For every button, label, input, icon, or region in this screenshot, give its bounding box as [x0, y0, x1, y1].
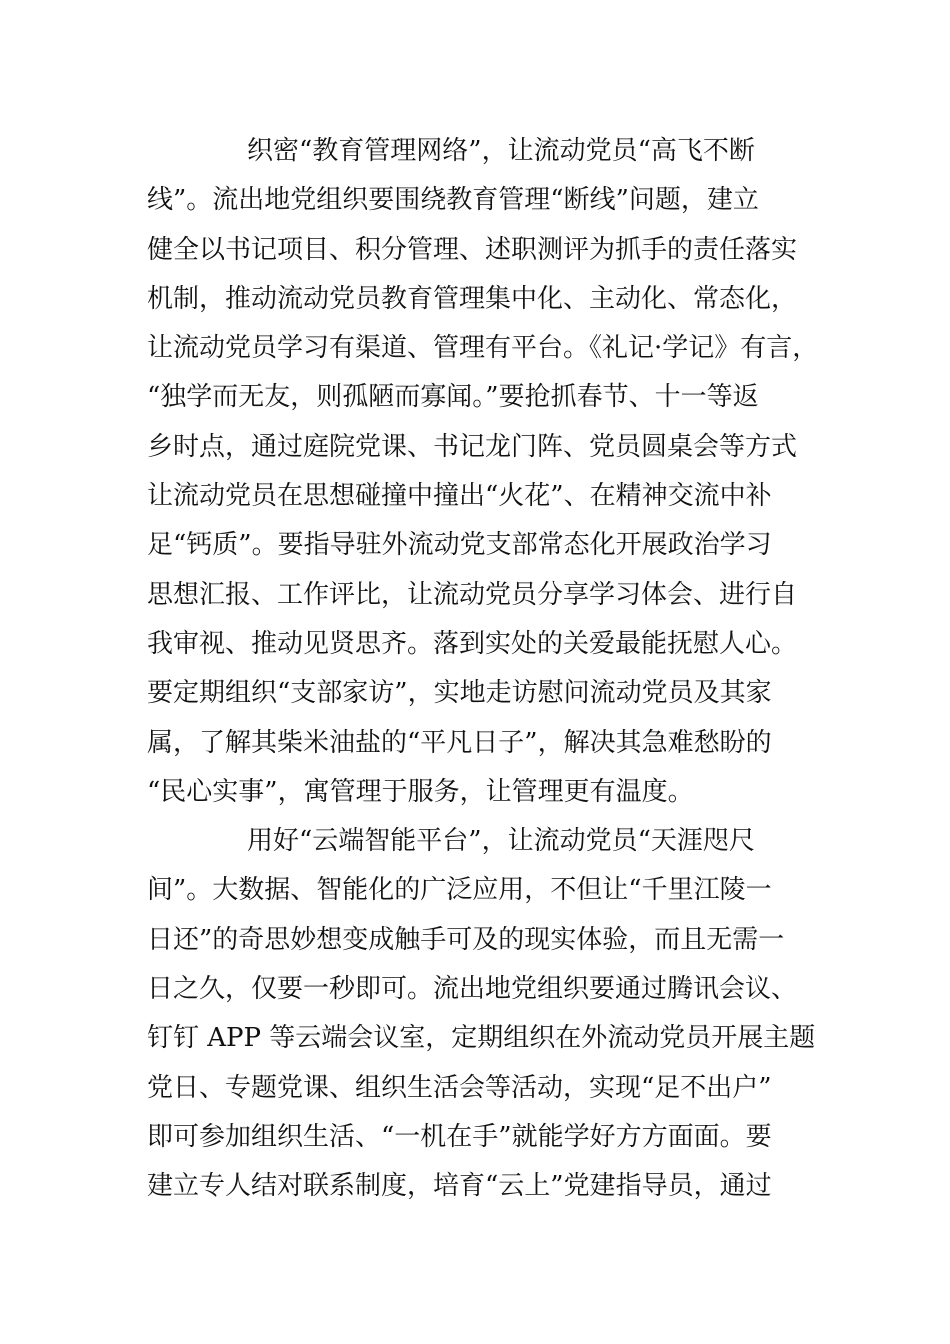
text-line: 要定期组织“支部家访”，实地走访慰问流动党员及其家: [147, 678, 772, 709]
text-line: 日还”的奇思妙想变成触手可及的现实体验，而且无需一: [147, 924, 785, 955]
paragraph-1: [147, 127, 837, 817]
text-line: 乡时点，通过庭院党课、书记龙门阵、党员圆桌会等方式: [147, 431, 798, 462]
text-line: 即可参加组织生活、“一机在手”就能学好方方面面。要: [147, 1121, 772, 1152]
text-line: 思想汇报、工作评比，让流动党员分享学习体会、进行自: [147, 579, 798, 610]
text-line: 用好“云端智能平台”，让流动党员“天涯咫尺: [247, 826, 755, 857]
text-line: 线”。流出地党组织要围绕教育管理“断线”问题，建立: [147, 185, 759, 216]
text-line: 让流动党员学习有渠道、管理有平台。《礼记·学记》有言，: [147, 333, 819, 364]
text-line: “民心实事”，寓管理于服务，让管理更有温度。: [147, 776, 694, 807]
text-line: “独学而无友，则孤陋而寡闻。”要抢抓春节、十一等返: [147, 382, 759, 413]
text-line: 钉钉 APP 等云端会议室，定期组织在外流动党员开展主题: [147, 1023, 816, 1054]
text-line: 党日、专题党课、组织生活会等活动，实现“足不出户”: [147, 1072, 772, 1103]
text-line: 机制，推动流动党员教育管理集中化、主动化、常态化，: [147, 283, 798, 314]
body-text: [147, 127, 837, 1212]
text-line: 建立专人结对联系制度，培育“云上”党建指导员，通过: [147, 1171, 772, 1202]
text-line: 间”。大数据、智能化的广泛应用，不但让“千里江陵一: [147, 875, 772, 906]
text-line: 我审视、推动见贤思齐。落到实处的关爱最能抚慰人心。: [147, 628, 798, 659]
text-line: 让流动党员在思想碰撞中撞出“火花”、在精神交流中补: [147, 481, 772, 512]
text-line: 足“钙质”。要指导驻外流动党支部常态化开展政治学习: [147, 530, 772, 561]
text-line: 织密“教育管理网络”，让流动党员“高飞不断: [247, 136, 755, 166]
text-line: 健全以书记项目、积分管理、述职测评为抓手的责任落实: [147, 234, 798, 265]
text-line: 日之久，仅要一秒即可。流出地党组织要通过腾讯会议、: [147, 974, 798, 1005]
text-line: 属，了解其柴米油盐的“平凡日子”，解决其急难愁盼的: [147, 727, 772, 758]
paragraph-2: [147, 817, 837, 1211]
